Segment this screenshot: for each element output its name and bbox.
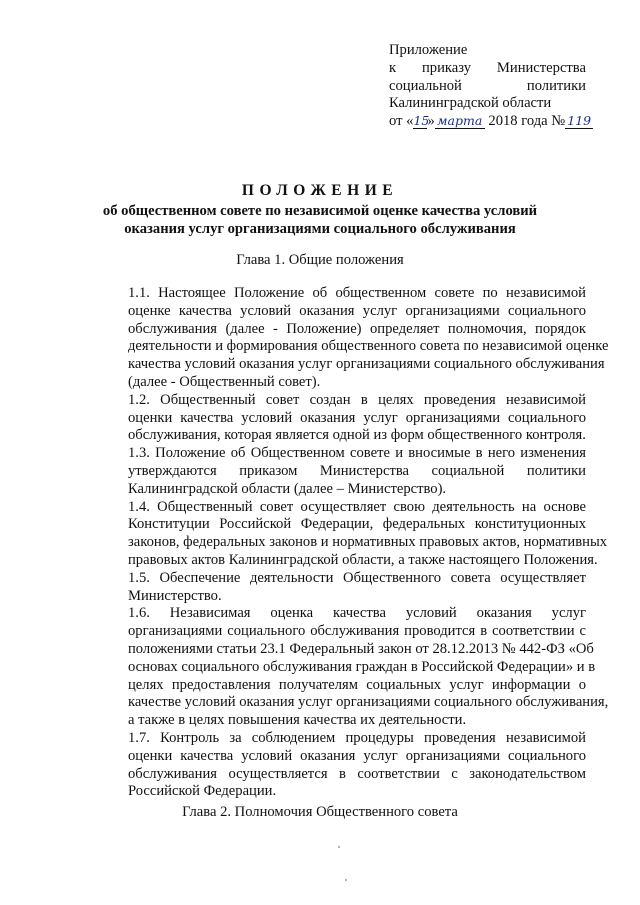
text-line: Конституции Российской Федерации, федеральных конституционных — [128, 516, 586, 533]
appendix-region: Калининградской области — [389, 95, 552, 112]
text-line: Министерство. — [128, 587, 222, 604]
text-line: обслуживания осуществляется в соответствии с законодательством — [128, 765, 586, 782]
text-line: а также в целях повышения качества их деятельности. — [128, 712, 467, 729]
text-line: 1.3. Положение об Общественном совете и вносимые в него изменения — [128, 445, 586, 462]
scan-speck — [345, 879, 347, 881]
text-line: Российской Федерации. — [128, 783, 277, 800]
appendix-title: Приложение — [389, 42, 468, 58]
scan-speck — [338, 846, 340, 848]
text-line: (далее - Общественный совет). — [128, 373, 321, 390]
text-line: оценки качества условий оказания услуг организациями социального — [128, 409, 586, 426]
text-line: 1.5. Обеспечение деятельности Общественного совета осуществляет — [128, 569, 586, 586]
appendix-policy-line — [389, 78, 586, 96]
text-line: законов, федеральных законов и нормативных правовых актов, нормативных — [128, 534, 608, 551]
text-line: качества условий оказания услуг организациями социального обслуживания — [128, 356, 605, 373]
text-line: целях предоставления получателям социальных услуг информации о — [128, 676, 586, 693]
appendix-date-line — [389, 113, 592, 131]
text-line: качестве условий оказания услуг организациями социального обслуживания, — [128, 694, 609, 711]
appendix-date-quote: » — [427, 113, 435, 130]
chapter-1-title: Глава 1. Общие положения — [236, 252, 404, 268]
text-line: 1.2. Общественный совет создан в целях проведения независимой — [128, 391, 586, 408]
document-subtitle-line-2: оказания услуг организациями социального обслуживания — [124, 221, 516, 237]
text-line: утверждаются приказом Министерства социальной политики — [128, 462, 586, 479]
paragraph-1-1 — [89, 285, 609, 392]
text-line: правовых актов Калининградской области, а также настоящего Положения. — [128, 551, 598, 568]
text-line: 1.4. Общественный совет осуществляет свою деятельность на основе — [128, 498, 586, 515]
document-subtitle-line-1: об общественном совете по независимой оценке качества условий — [102, 203, 538, 219]
handwritten-month: марта — [435, 113, 485, 129]
text-line: Калининградской области (далее – Министерство). — [128, 480, 447, 497]
text-line: обслуживания, которая является одной из форм общественного контроля. — [128, 427, 586, 444]
appendix-block — [389, 42, 592, 131]
appendix-word-ministerstva: Министерства — [496, 59, 586, 76]
paragraph-1-7 — [89, 730, 586, 801]
text-line: 1.1. Настоящее Положение об общественном совете по независимой — [128, 285, 586, 301]
text-line: основах социального обслуживания граждан в Российской Федерации» и в — [128, 658, 596, 675]
text-line: 1.6. Независимая оценка качества условий оказания услуг — [128, 605, 586, 622]
text-line: оценки качества условий оказания услуг организациями социального — [128, 747, 586, 764]
document-body — [89, 285, 609, 801]
paragraph-1-3 — [89, 445, 586, 498]
appendix-order-line — [389, 60, 586, 78]
appendix-word-prikazu: приказу — [421, 59, 472, 76]
paragraph-1-6 — [89, 605, 609, 730]
text-line: деятельности и формирования общественного совета по независимой оценке — [128, 338, 609, 355]
paragraph-1-2 — [89, 392, 586, 445]
document-title: ПОЛОЖЕНИЕ — [241, 182, 399, 199]
appendix-date-year: 2018 года № — [488, 113, 566, 130]
appendix-word-socialnoy: социальной — [389, 77, 462, 94]
handwritten-order-number: 119 — [565, 113, 593, 129]
text-line: обслуживания (далее - Положение) определяет полномочия, порядок — [128, 320, 586, 337]
text-line: положениями статьи 23.1 Федеральный закон от 28.12.2013 № 442-ФЗ «Об — [128, 640, 594, 657]
text-line: 1.7. Контроль за соблюдением процедуры проведения независимой — [128, 729, 586, 746]
handwritten-day: 15 — [413, 113, 430, 129]
appendix-date-prefix: от « — [389, 113, 414, 130]
chapter-2-title: Глава 2. Полномочия Общественного совета — [182, 804, 458, 820]
paragraph-1-5 — [89, 570, 586, 606]
text-line: организациями социального обслуживания проводится в соответствии с — [128, 623, 586, 640]
paragraph-1-4 — [89, 498, 608, 570]
text-line: оценке качества условий оказания услуг организациями социального — [128, 302, 586, 319]
document-heading — [56, 180, 584, 238]
appendix-word-k: к — [389, 59, 397, 76]
appendix-word-politiki: политики — [526, 77, 586, 94]
